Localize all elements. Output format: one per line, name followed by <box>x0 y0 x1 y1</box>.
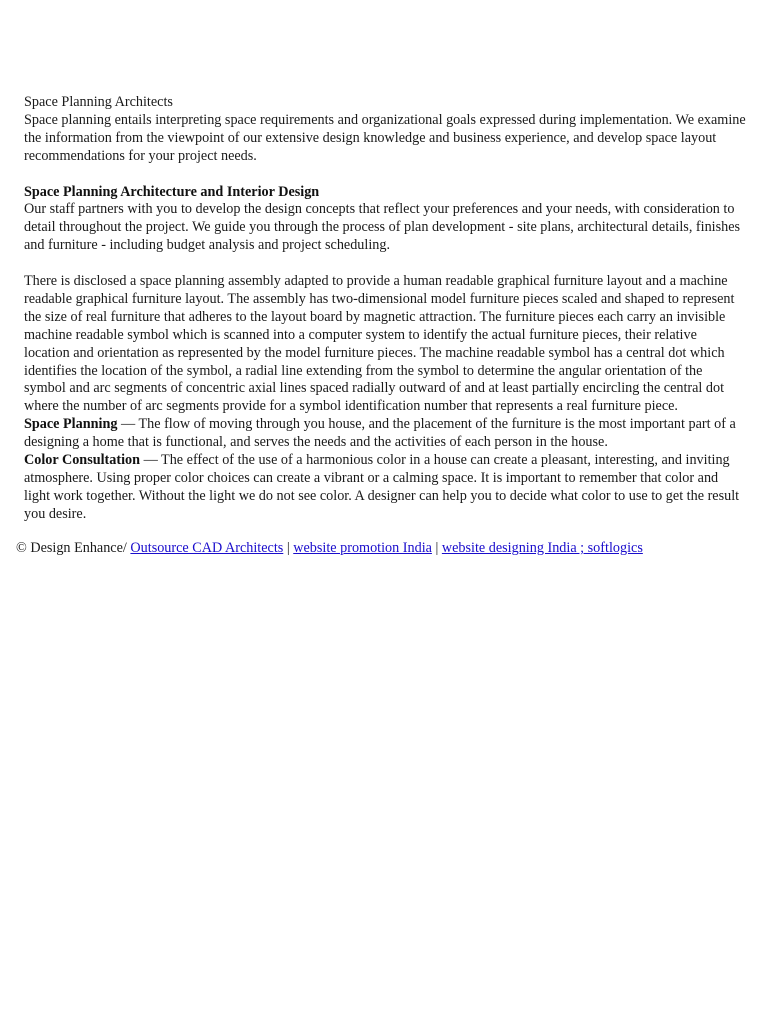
footer-separator: | <box>431 540 442 556</box>
section-paragraph: Our staff partners with you to develop the design concepts that reflect your preferences and your needs, with consideration to detail throughout the project. We guide you through the process of plan development - site plans, architectural details, finishes and furniture - including budget analysis and project scheduling. <box>24 201 741 254</box>
paragraph-spacer <box>24 166 746 184</box>
footer-link-website-promotion[interactable]: website promotion India <box>293 540 432 556</box>
intro-paragraph: Space planning entails interpreting space requirements and organizational goals expressed during implementation. We examine the information from the viewpoint of our extensive design knowledge and business experience, and develop space layout recommendations for your project needs. <box>24 111 746 164</box>
footer-separator: | <box>283 540 294 556</box>
color-consultation-text: — The effect of the use of a harmonious color in a house can create a pleasant, interesting, and inviting atmosphere. Using proper color choices can create a vibrant or a calming space. It is important to remember that color and light work together. Without the light we do not see color. A designer can help you to decide what color to use to get the result you desire. <box>24 452 740 522</box>
color-consultation-paragraph <box>24 452 746 524</box>
footer-link-outsource-cad[interactable]: Outsource CAD Architects <box>130 540 284 556</box>
space-planning-text: — The flow of moving through you house, and the placement of the furniture is the most important part of a designing a home that is functional, and serves the needs and the activities of each person in the house. <box>24 416 736 451</box>
footer <box>16 540 756 558</box>
space-planning-paragraph <box>24 416 746 452</box>
assembly-paragraph: There is disclosed a space planning assembly adapted to provide a human readable graphical furniture layout and a machine readable graphical furniture layout. The assembly has two-dimensional model furniture pieces scaled and shaped to represent the size of real furniture that adheres to the layout board by magnetic attraction. The furniture pieces each carry an invisible machine readable symbol which is scanned into a computer system to identify the actual furniture pieces, their relative location and orientation as represented by the model furniture pieces. The machine readable symbol has a central dot which identifies the location of the symbol, a radial line extending from the symbol to determine the angular orientation of the symbol and arc segments of concentric axial lines spaced radially outward of and at least partially encircling the central dot where the number of arc segments provide for a symbol identification number that represents a real furniture piece. <box>24 273 735 415</box>
paragraph-spacer <box>24 255 746 273</box>
color-consultation-label: Color Consultation <box>24 452 141 469</box>
article-content <box>24 94 746 524</box>
intro-title: Space Planning Architects <box>24 94 173 110</box>
footer-copyright: © Design Enhance/ <box>16 540 131 556</box>
footer-link-website-designing[interactable]: website designing India ; softlogics <box>441 540 643 556</box>
section-heading: Space Planning Architecture and Interior Design <box>24 183 320 200</box>
space-planning-label: Space Planning <box>24 416 118 433</box>
